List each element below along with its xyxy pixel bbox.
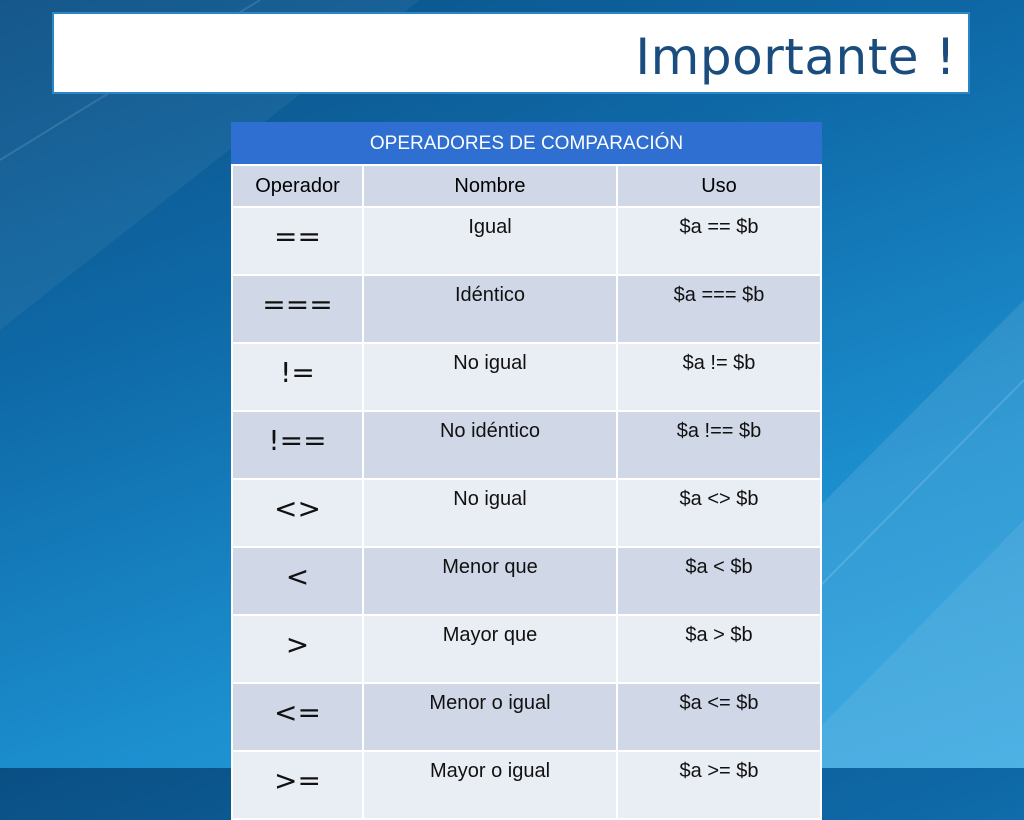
name-cell: No igual: [363, 479, 617, 547]
table-row: [232, 479, 821, 547]
operator-cell: !==: [232, 411, 363, 479]
comparison-operators-table: [231, 122, 822, 820]
table-row: [232, 343, 821, 411]
usage-cell: $a < $b: [617, 547, 821, 615]
table-title-row: [232, 123, 821, 165]
table-row: [232, 751, 821, 819]
column-header-uso: Uso: [617, 165, 821, 207]
usage-cell: $a <> $b: [617, 479, 821, 547]
table-row: [232, 615, 821, 683]
title-box: [52, 12, 970, 94]
usage-cell: $a != $b: [617, 343, 821, 411]
usage-cell: $a == $b: [617, 207, 821, 275]
name-cell: Mayor que: [363, 615, 617, 683]
name-cell: Menor que: [363, 547, 617, 615]
operator-cell: !=: [232, 343, 363, 411]
operator-cell: >=: [232, 751, 363, 819]
table-row: [232, 683, 821, 751]
name-cell: Igual: [363, 207, 617, 275]
usage-cell: $a <= $b: [617, 683, 821, 751]
operator-cell: >: [232, 615, 363, 683]
operator-cell: <>: [232, 479, 363, 547]
usage-cell: $a > $b: [617, 615, 821, 683]
operator-cell: ==: [232, 207, 363, 275]
name-cell: Idéntico: [363, 275, 617, 343]
operator-cell: <=: [232, 683, 363, 751]
name-cell: Menor o igual: [363, 683, 617, 751]
usage-cell: $a >= $b: [617, 751, 821, 819]
operator-cell: <: [232, 547, 363, 615]
table-row: [232, 547, 821, 615]
table-row: [232, 411, 821, 479]
table-row: [232, 207, 821, 275]
table-row: [232, 275, 821, 343]
name-cell: No idéntico: [363, 411, 617, 479]
column-header-row: [232, 165, 821, 207]
table-title: OPERADORES DE COMPARACIÓN: [232, 123, 821, 165]
column-header-nombre: Nombre: [363, 165, 617, 207]
usage-cell: $a === $b: [617, 275, 821, 343]
name-cell: Mayor o igual: [363, 751, 617, 819]
column-header-operador: Operador: [232, 165, 363, 207]
usage-cell: $a !== $b: [617, 411, 821, 479]
slide-title: Importante !: [635, 28, 956, 86]
name-cell: No igual: [363, 343, 617, 411]
operator-cell: ===: [232, 275, 363, 343]
